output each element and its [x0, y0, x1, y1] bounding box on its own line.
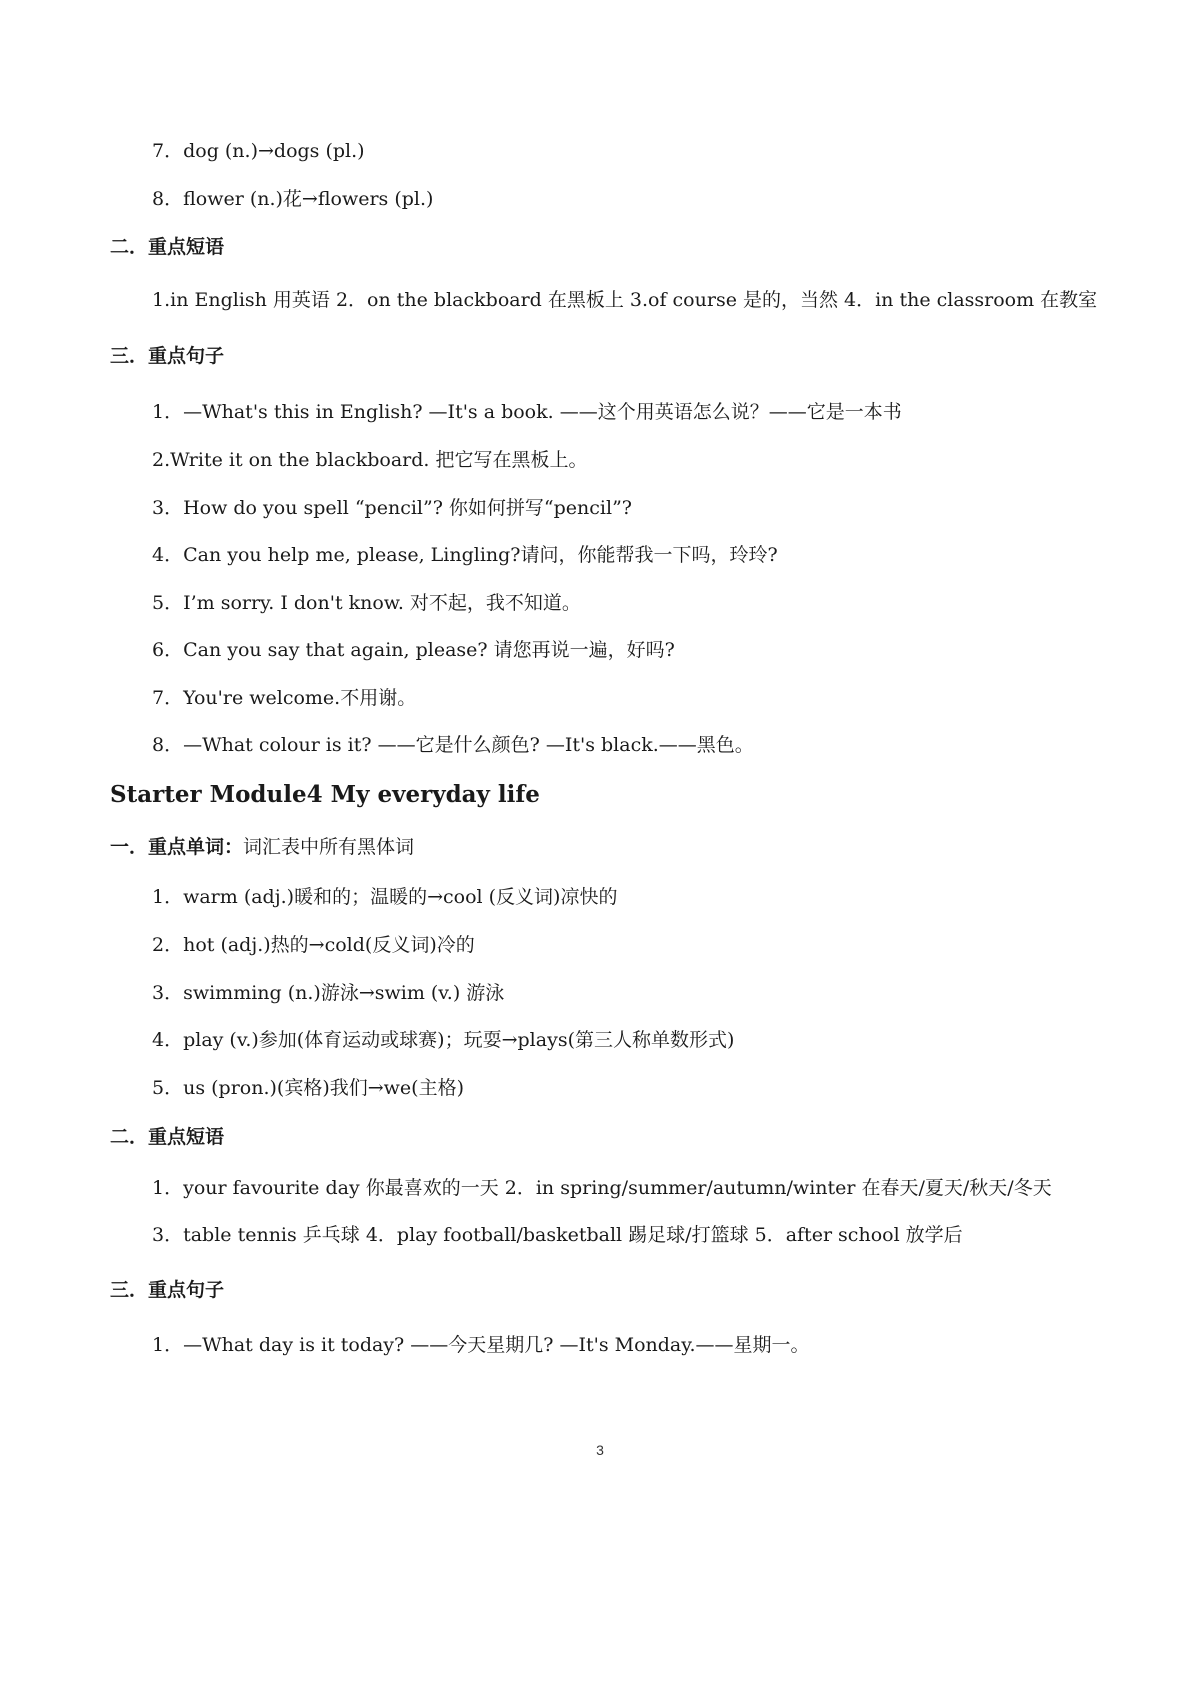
word-item: 3．swimming (n.)游泳→swim (v.) 游泳	[152, 982, 505, 1004]
sentence-item: 5．I’m sorry. I don't know. 对不起，我不知道。	[152, 592, 581, 614]
sentence-item: 4．Can you help me, please, Lingling?请问，你能帮我一下吗，玲玲?	[152, 544, 778, 566]
word-item: 2．hot (adj.)热的→cold(反义词)冷的	[152, 934, 475, 956]
phrase-item: 1.in English 用英语 2．on the blackboard 在黑板上 3.of course 是的，当然 4．in the classroom 在教室	[152, 289, 1098, 311]
sentence-item: 7．You're welcome.不用谢。	[152, 687, 417, 709]
word-item: 5．us (pron.)(宾格)我们→we(主格)	[152, 1077, 464, 1099]
section-heading-phrases: 二．重点短语	[110, 1126, 225, 1148]
word-item: 1．warm (adj.)暖和的；温暖的→cool (反义词)凉快的	[152, 886, 618, 908]
section-heading-phrases: 二．重点短语	[110, 236, 225, 258]
section-heading-sentences: 三．重点句子	[110, 345, 225, 367]
section-heading-note: 词汇表中所有黑体词	[243, 836, 415, 858]
word-item: 4．play (v.)参加(体育运动或球赛)；玩耍→plays(第三人称单数形式)	[152, 1029, 735, 1051]
section-heading-words	[110, 834, 414, 860]
word-item: 7．dog (n.)→dogs (pl.)	[152, 140, 365, 162]
section-heading-label: 一．重点单词：	[110, 836, 244, 858]
sentence-item: 1．—What's this in English? —It's a book. ——这个用英语怎么说？——它是一本书	[152, 401, 902, 423]
sentence-item: 2.Write it on the blackboard. 把它写在黑板上。	[152, 449, 588, 471]
sentence-item: 1．—What day is it today? ——今天星期几? —It's Monday.——星期一。	[152, 1334, 810, 1356]
section-heading-sentences: 三．重点句子	[110, 1279, 225, 1301]
module-title: Starter Module4 My everyday life	[110, 781, 540, 808]
sentence-item: 3．How do you spell “pencil”? 你如何拼写“pencil”?	[152, 497, 632, 519]
word-item: 8．flower (n.)花→flowers (pl.)	[152, 188, 434, 210]
phrase-item: 1．your favourite day 你最喜欢的一天 2．in spring/summer/autumn/winter 在春天/夏天/秋天/冬天	[152, 1177, 1052, 1199]
sentence-item: 6．Can you say that again, please? 请您再说一遍，好吗?	[152, 639, 675, 661]
sentence-item: 8．—What colour is it? ——它是什么颜色? —It's black.——黑色。	[152, 734, 754, 756]
page-number: 3	[596, 1442, 604, 1458]
phrase-item: 3．table tennis 乒乓球 4．play football/basketball 踢足球/打篮球 5．after school 放学后	[152, 1224, 963, 1246]
